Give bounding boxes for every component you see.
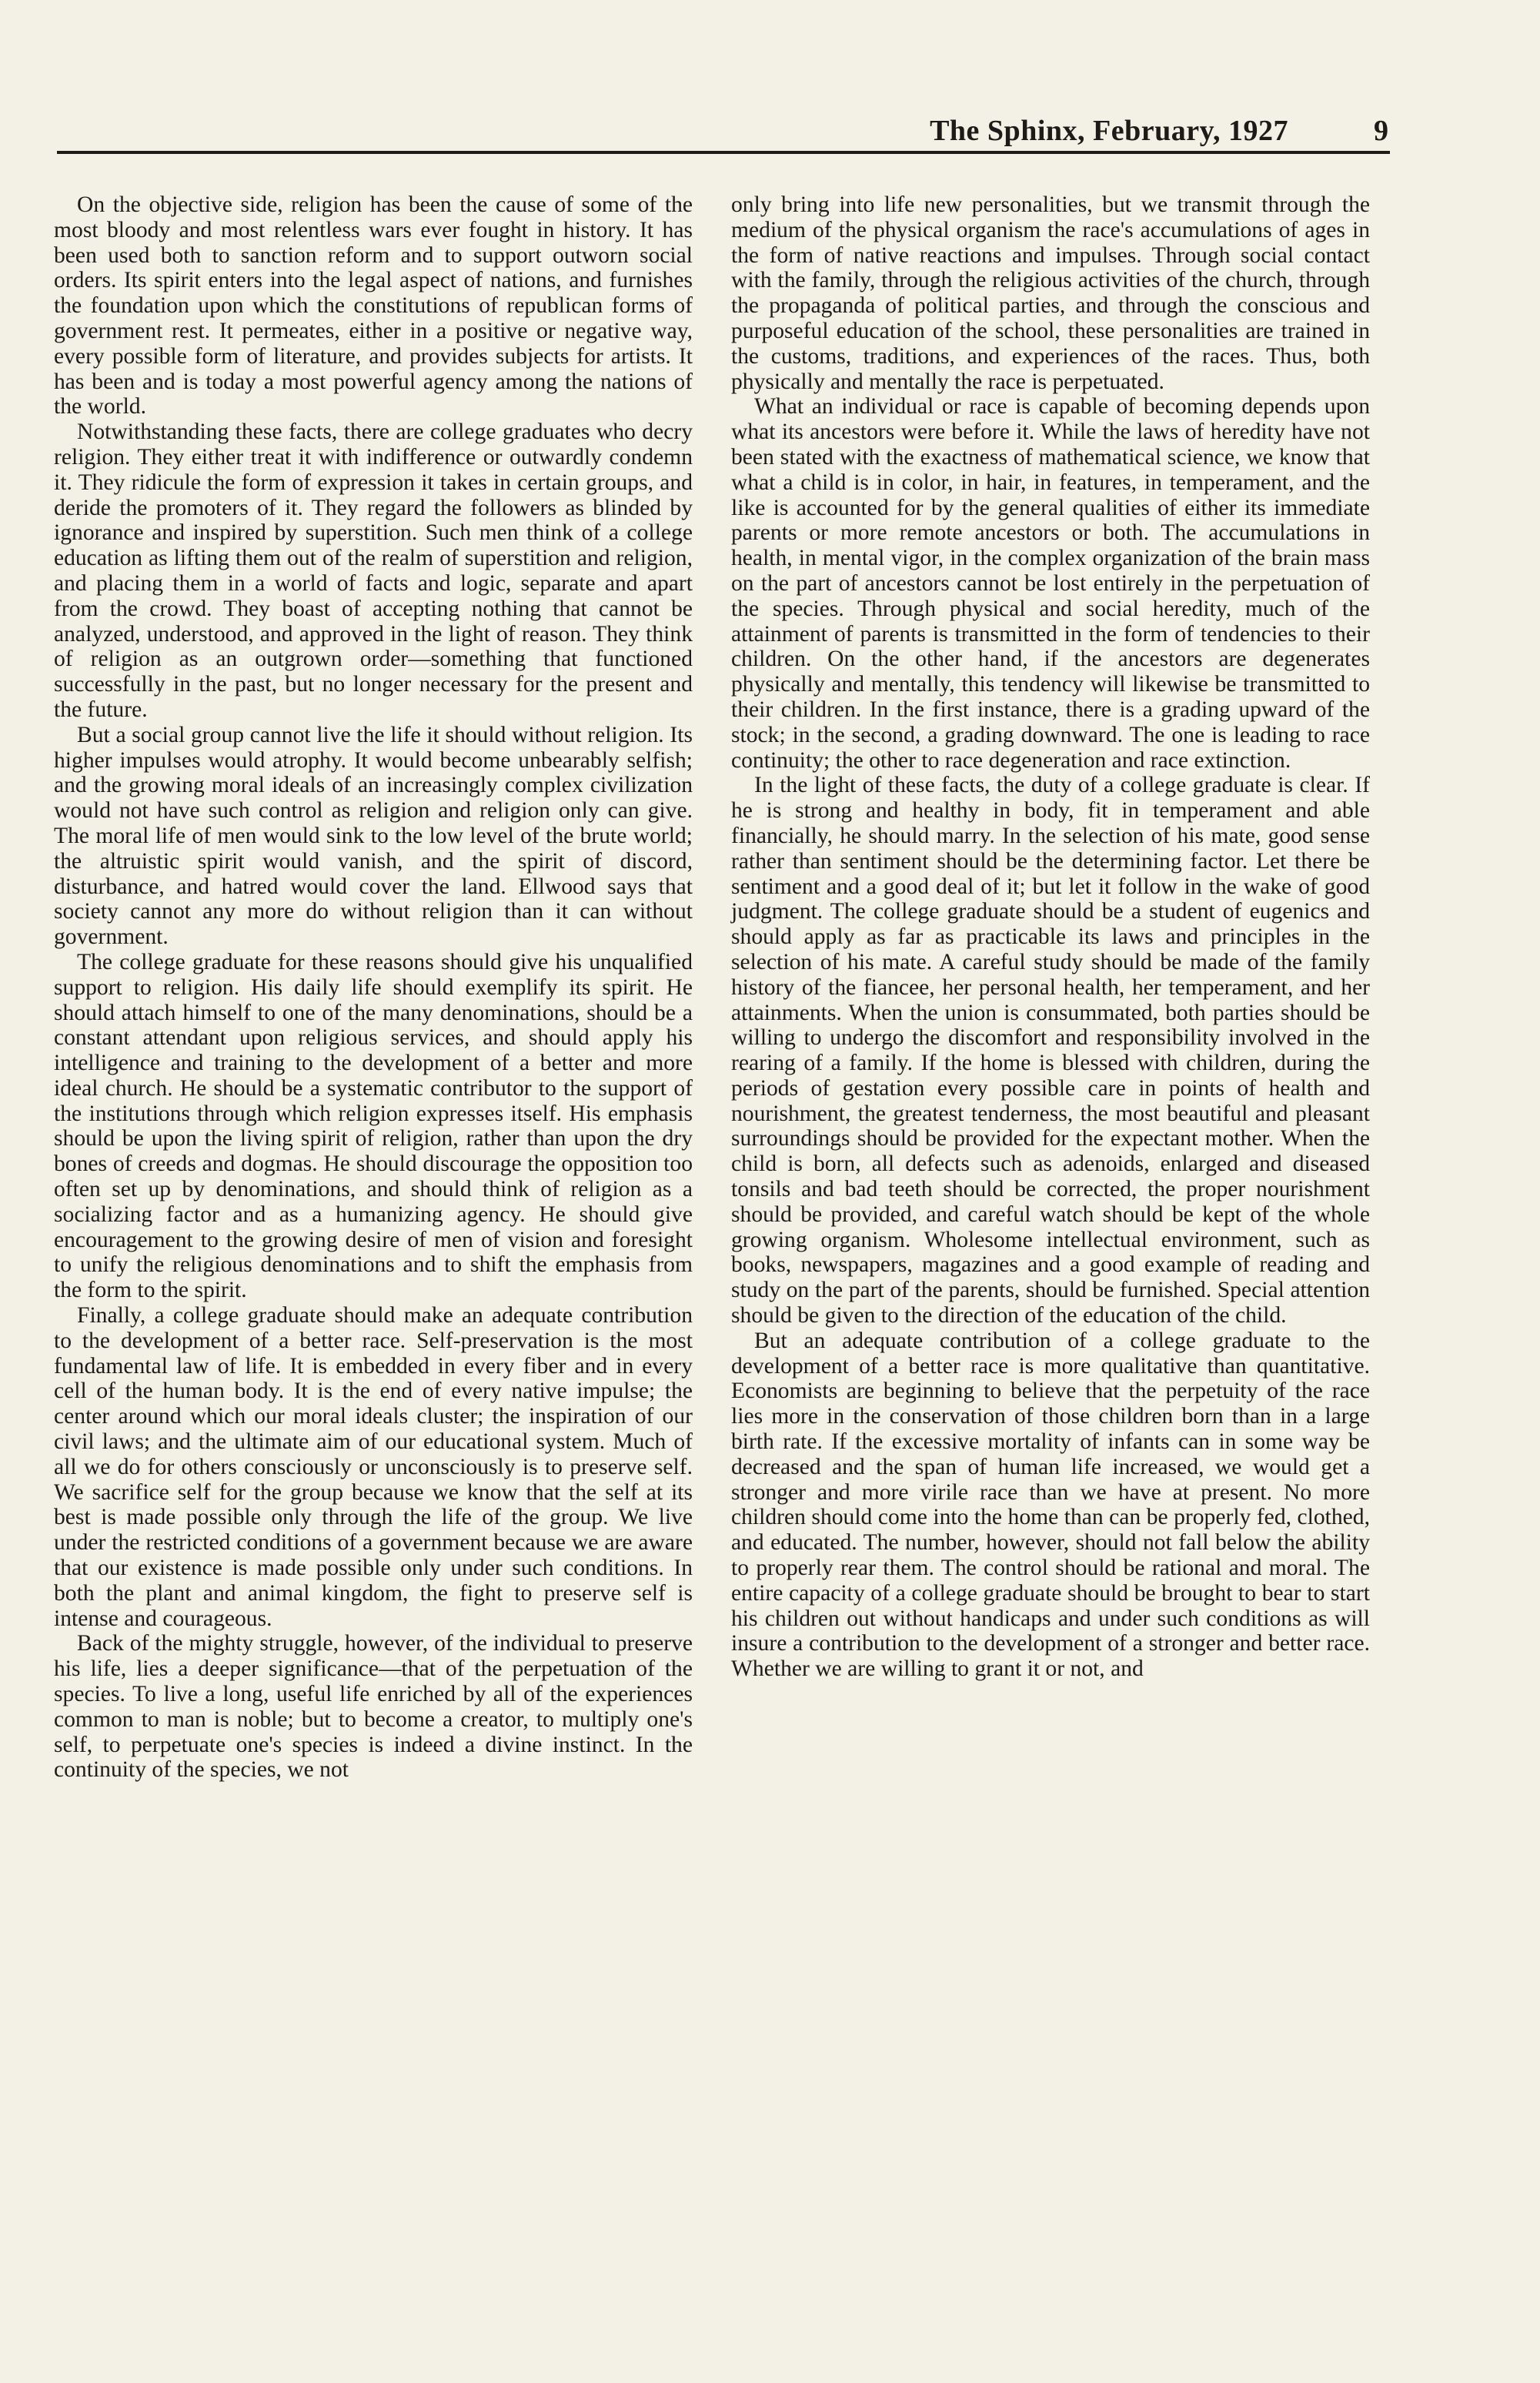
paragraph: The college graduate for these reasons should give his unqualified support to religion. His daily life should exemplify its spirit. He should attach himself to one of the many denominations, should be a constant attendant upon religious services, and should apply his intelligence and training to the development of a better and more ideal church. He should be a systematic contributor to the support of the institutions through which religion expresses itself. His emphasis should be upon the living spirit of religion, rather than upon the dry bones of creeds and dogmas. He should discourage the opposition too often set up by denominations, and should think of religion as a socializing factor and as a humanizing agency. He should give encouragement to the growing desire of men of vision and foresight to unify the religious denominations and to shift the emphasis from the form to the spirit. bbox=[54, 949, 693, 1303]
right-column bbox=[731, 192, 1370, 1682]
paragraph: On the objective side, religion has been the cause of some of the most bloody and most relentless wars ever fought in history. It has been used both to sanction reform and to support outworn social orders. Its spirit enters into the legal aspect of nations, and furnishes the foundation upon which the constitutions of republican forms of government rest. It permeates, either in a positive or negative way, every possible form of literature, and provides subjects for artists. It has been and is today a most powerful agency among the nations of the world. bbox=[54, 192, 693, 419]
running-header bbox=[95, 109, 1388, 152]
paragraph: Notwithstanding these facts, there are college graduates who decry religion. They either treat it with indifference or outwardly condemn it. They ridicule the form of expression it takes in certain groups, and deride the promoters of it. They regard the followers as blinded by ignorance and inspired by superstition. Such men think of a college education as lifting them out of the realm of superstition and religion, and placing them in a world of facts and logic, separate and apart from the crowd. They boast of accepting nothing that cannot be analyzed, understood, and approved in the light of reason. They think of religion as an outgrown order—something that functioned successfully in the past, but no longer necessary for the present and the future. bbox=[54, 419, 693, 722]
header-rule bbox=[57, 151, 1390, 154]
paragraph: But a social group cannot live the life it should without religion. Its higher impulses would atrophy. It would become unbearably selfish; and the growing moral ideals of an increasingly complex civilization would not have such control as religion and religion only can give. The moral life of men would sink to the low level of the brute world; the altruistic spirit would vanish, and the spirit of discord, disturbance, and hatred would cover the land. Ellwood says that society cannot any more do without religion than it can without government. bbox=[54, 722, 693, 950]
paragraph: But an adequate contribution of a college graduate to the development of a better race is more qualitative than quantitative. Economists are beginning to believe that the perpetuity of the race lies more in the conservation of those children born than in a large birth rate. If the excessive mortality of infants can in some way be decreased and the span of human life increased, we would get a stronger and more virile race than we have at present. No more children should come into the home than can be properly fed, clothed, and educated. The number, however, should not fall below the ability to properly rear them. The control should be rational and moral. The entire capacity of a college graduate should be brought to bear to start his children out without handicaps and under such conditions as will insure a contribution to the development of a stronger and better race. Whether we are willing to grant it or not, and bbox=[731, 1328, 1370, 1682]
paragraph: What an individual or race is capable of becoming depends upon what its ancestors were before it. While the laws of heredity have not been stated with the exactness of mathematical science, we know that what a child is in color, in hair, in features, in temperament, and the like is accounted for by the general qualities of either its immediate parents or more remote ancestors or both. The accumulations in health, in mental vigor, in the complex organization of the brain mass on the part of ancestors cannot be lost entirely in the perpetuation of the species. Through physical and social heredity, much of the attainment of parents is transmitted in the form of tendencies to their children. On the other hand, if the ancestors are degenerates physically and mentally, this tendency will likewise be transmitted to their children. In the first instance, there is a grading upward of the stock; in the second, a grading downward. The one is leading to race continuity; the other to race degeneration and race extinction. bbox=[731, 394, 1370, 773]
paragraph: only bring into life new personalities, but we transmit through the medium of the physical organism the race's accumulations of ages in the form of native reactions and impulses. Through social contact with the family, through the religious activities of the church, through the propaganda of political parties, and through the conscious and purposeful education of the school, these personalities are trained in the customs, traditions, and experiences of the races. Thus, both physically and mentally the race is perpetuated. bbox=[731, 192, 1370, 394]
paragraph: In the light of these facts, the duty of a college graduate is clear. If he is strong and healthy in body, fit in temperament and able financially, he should marry. In the selection of his mate, good sense rather than sentiment should be the determining factor. Let there be sentiment and a good deal of it; but let it follow in the wake of good judgment. The college graduate should be a student of eugenics and should apply as far as practicable its laws and principles in the selection of his mate. A careful study should be made of the family history of the fiancee, her personal health, her temperament, and her attainments. When the union is consummated, both parties should be willing to undergo the discomfort and responsibility involved in the rearing of a family. If the home is blessed with children, during the periods of gestation every possible care in points of health and nourishment, the greatest tenderness, the most beautiful and pleasant surroundings should be provided for the expectant mother. When the child is born, all defects such as adenoids, enlarged and diseased tonsils and bad teeth should be corrected, the proper nourishment should be provided, and careful watch should be kept of the whole growing organism. Wholesome intellectual environment, such as books, newspapers, magazines and a good example of reading and study on the part of the parents, should be furnished. Special attention should be given to the direction of the education of the child. bbox=[731, 773, 1370, 1329]
page-number: 9 bbox=[1374, 115, 1388, 147]
paragraph: Finally, a college graduate should make an adequate contribution to the development of a better race. Self-preservation is the most fundamental law of life. It is embedded in every fiber and in every cell of the human body. It is the end of every native impulse; the center around which our moral ideals cluster; the inspiration of our civil laws; and the ultimate aim of our educational system. Much of all we do for others consciously or unconsciously is to preserve self. We sacrifice self for the group because we know that the self at its best is made possible only through the life of the group. We live under the restricted conditions of a government because we are aware that our existence is made possible only under such conditions. In both the plant and animal kingdom, the fight to preserve self is intense and courageous. bbox=[54, 1303, 693, 1631]
header-title: The Sphinx, February, 1927 bbox=[930, 115, 1288, 147]
paragraph: Back of the mighty struggle, however, of the individual to preserve his life, lies a deeper significance—that of the perpetuation of the species. To live a long, useful life enriched by all of the experiences common to man is noble; but to become a creator, to multiply one's self, to perpetuate one's species is indeed a divine instinct. In the continuity of the species, we not bbox=[54, 1631, 693, 1783]
left-column bbox=[54, 192, 693, 1783]
